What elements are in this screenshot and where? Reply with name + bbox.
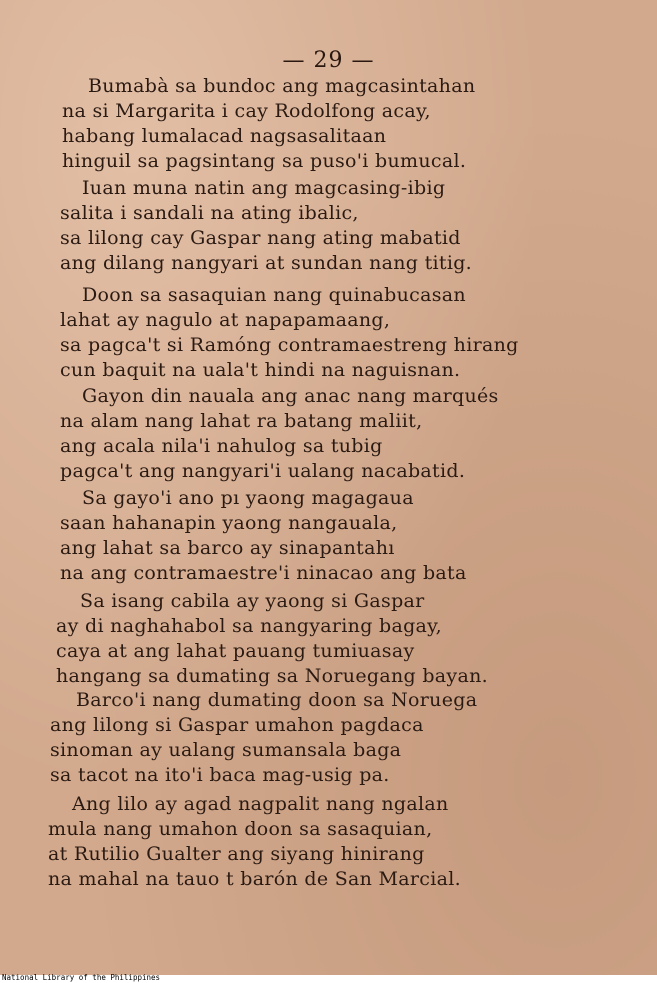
verse-line: ay di naghahabol sa nangyaring bagay, xyxy=(56,615,443,637)
verse-line: habang lumalacad nagsasalitaan xyxy=(62,125,387,147)
verse-line: Bumabà sa bundoc ang magcasintahan xyxy=(88,75,476,97)
verse-line: sa lilong cay Gaspar nang ating mabatid xyxy=(60,227,461,249)
verse-line: cun baquit na uala't hindi na naguisnan. xyxy=(60,359,461,381)
verse-line: Gayon din nauala ang anac nang marqués xyxy=(82,385,499,407)
verse-line: ang acala nila'i nahulog sa tubig xyxy=(60,435,383,457)
verse-line: Doon sa sasaquian nang quinabucasan xyxy=(82,284,466,306)
verse-line: Sa isang cabila ay yaong si Gaspar xyxy=(80,590,425,612)
verse-line: ang lilong si Gaspar umahon pagdaca xyxy=(50,714,424,736)
verse-line: na si Margarita i cay Rodolfong acay, xyxy=(62,100,431,122)
verse-line: salita i sandali na ating ibalic, xyxy=(60,202,359,224)
verse-line: na mahal na tauo t barón de San Marcial. xyxy=(48,868,461,890)
verse-line: Barco'i nang dumating doon sa Noruega xyxy=(76,689,478,711)
library-attribution: National Library of the Philippines xyxy=(2,973,161,982)
verse-line: pagca't ang nangyari'i ualang nacabatid. xyxy=(60,460,466,482)
stanza-3 xyxy=(0,283,657,383)
verse-line: hangang sa dumating sa Noruegang bayan. xyxy=(56,665,488,687)
stanza-1 xyxy=(0,74,657,174)
page-number: — 29 — xyxy=(282,48,375,73)
verse-line: caya at ang lahat pauang tumiuasay xyxy=(56,640,415,662)
verse-line: ang lahat sa barco ay sinapantahı xyxy=(60,537,395,559)
verse-line: saan hahanapin yaong nangauala, xyxy=(60,512,398,534)
verse-line: sa tacot na ito'i baca mag-usig pa. xyxy=(50,764,390,786)
stanza-4 xyxy=(0,384,657,484)
verse-line: sa pagca't si Ramóng contramaestreng hirang xyxy=(60,334,519,356)
verse-line: ang dilang nangyari at sundan nang titig. xyxy=(60,252,472,274)
verse-line: lahat ay nagulo at napapamaang, xyxy=(60,309,391,331)
verse-line: na ang contramaestre'i ninacao ang bata xyxy=(60,562,467,584)
verse-line: at Rutilio Gualter ang siyang hinirang xyxy=(48,843,425,865)
stanza-5 xyxy=(0,486,657,586)
verse-line: Iuan muna natin ang magcasing-ibig xyxy=(82,177,446,199)
verse-line: sinoman ay ualang sumansala baga xyxy=(50,739,402,761)
stanza-2 xyxy=(0,176,657,276)
verse-line: na alam nang lahat ra batang maliit, xyxy=(60,410,423,432)
verse-line: mula nang umahon doon sa sasaquian, xyxy=(48,818,433,840)
verse-line: Sa gayo'i ano pı yaong magagaua xyxy=(82,487,414,509)
verse-line: Ang lilo ay agad nagpalit nang ngalan xyxy=(72,793,449,815)
stanza-7 xyxy=(0,688,657,788)
stanza-8 xyxy=(0,792,657,892)
verse-line: hinguil sa pagsintang sa puso'i bumucal. xyxy=(62,150,467,172)
stanza-6 xyxy=(0,589,657,689)
